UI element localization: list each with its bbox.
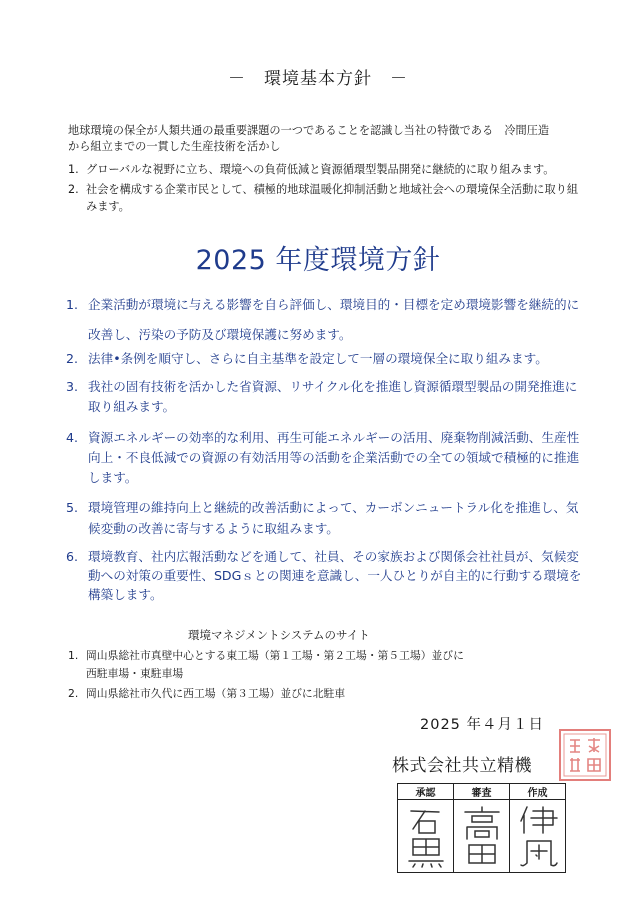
item-text: 環境管理の維持向上と継続的改善活動によって、カーボンニュートラル化を推進し、気候変動の改善に寄与するように取組みます。 (88, 500, 579, 536)
basic-policy-title: － 環境基本方針 － (228, 69, 408, 89)
intro-line: 地球環境の保全が人類共通の最重要課題の一つであることを認識し当社の特徴である 冷間圧造 (68, 124, 550, 137)
item-number: 5. (66, 500, 79, 515)
year-policy-item (66, 350, 586, 368)
item-number: 1. (68, 649, 79, 662)
site-line: 岡山県総社市真壁中心とする東工場（第１工場・第２工場・第５工場）並びに (86, 649, 464, 662)
item-number: 2. (68, 183, 79, 196)
site-line: 岡山県総社市久代に西工場（第３工場）並びに北駐車 (86, 687, 346, 700)
preparer-signature (510, 800, 566, 873)
intro-line: から組立までの一貫した生産技術を活かし (68, 140, 281, 153)
approval-header-review: 審査 (454, 784, 510, 800)
item-number: 2. (66, 351, 79, 366)
year-policy-item (66, 290, 586, 350)
reviewer-signature (454, 800, 510, 873)
company-name: 株式会社共立精機 (392, 756, 532, 776)
year-policy-item (66, 497, 586, 539)
item-text: 法律•条例を順守し、さらに自主基準を設定して一層の環境保全に取り組みます。 (88, 351, 548, 366)
basic-policy-intro (68, 123, 588, 155)
sites-heading: 環境マネジメントシステムのサイト (188, 628, 370, 642)
item-number: 2. (68, 687, 79, 700)
item-text: 社会を構成する企業市民として、積極的地球温暖化抑制活動と地域社会への環境保全活動に取り組みます。 (86, 183, 579, 213)
company-seal-stamp (558, 728, 612, 782)
item-number: 4. (66, 430, 79, 445)
year-policy-item (66, 428, 586, 488)
item-number: 1. (66, 297, 79, 312)
item-text: 環境教育、社内広報活動などを通して、社員、その家族および関係会社社員が、気候変動への対策の重要性、SDGｓとの関連を意識し、一人ひとりが自主的に行動する環境を構築します。 (88, 549, 582, 602)
year-policy-title: 2025 年度環境方針 (195, 245, 441, 276)
approver-signature (398, 800, 454, 873)
approval-header-prepare: 作成 (510, 784, 566, 800)
item-number: 6. (66, 549, 79, 564)
item-number: 3. (66, 379, 79, 394)
approval-header-approve: 承認 (398, 784, 454, 800)
site-item (68, 647, 568, 683)
approval-stamp-table (397, 783, 566, 873)
site-item (68, 685, 568, 703)
basic-policy-item (68, 181, 588, 215)
site-line: 西駐車場・東駐車場 (86, 667, 184, 680)
year-policy-item (66, 377, 586, 417)
item-number: 1. (68, 163, 79, 176)
basic-policy-item (68, 161, 588, 178)
item-text: 我社の固有技術を活かした省資源、リサイクル化を推進し資源循環型製品の開発推進に取り組みます。 (88, 379, 578, 414)
item-text: 資源エネルギーの効率的な利用、再生可能エネルギーの活用、廃棄物削減活動、生産性向上・不良低減での資源の有効活用等の活動を企業活動での全ての領域で積極的に推進します。 (88, 430, 580, 485)
item-text: グローバルな視野に立ち、環境への負荷低減と資源循環型製品開発に継続的に取り組みます。 (86, 163, 555, 176)
issue-date: 2025 年４月１日 (420, 717, 545, 733)
year-policy-item (66, 547, 586, 604)
item-text: 企業活動が環境に与える影響を自ら評価し、環境目的・目標を定め環境影響を継続的に改善し、汚染の予防及び環境保護に努めます。 (88, 297, 580, 342)
